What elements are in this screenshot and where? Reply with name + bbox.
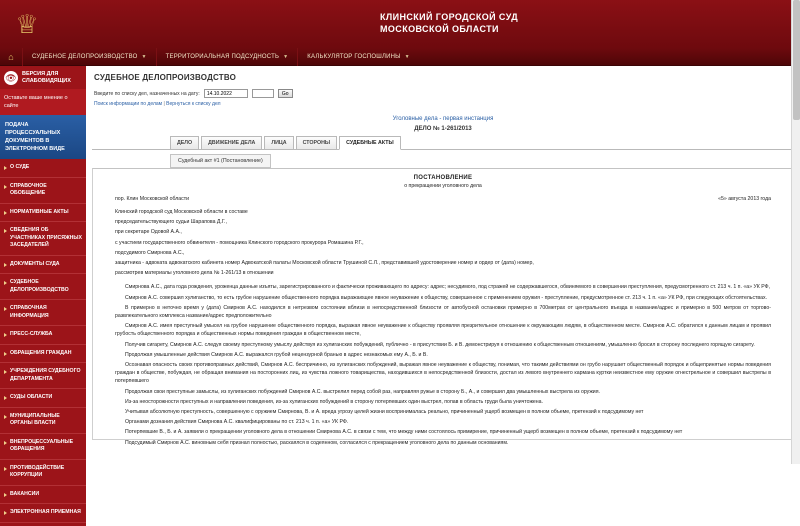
document-body-line: Смирнов А.С. совершил хулиганство, то есть грубое нарушение общественного порядка выражающее явное неуважение к обществу, совершенное с применением оружия - преступление, предусмотренное ст. 213 ч. 1 п. «а» УК РФ, при следующих обстоятельствах. — [125, 294, 768, 301]
link-separator: | — [163, 101, 165, 107]
sidebar-item-label: СПРАВОЧНОЕ ОБОБЩЕНИЕ — [10, 182, 47, 196]
sidebar-item-label: СВЕДЕНИЯ ОБ УЧАСТНИКАХ ПРИСЯЖНЫХ ЗАСЕДАТЕЛЕЙ — [10, 227, 82, 248]
sidebar-item-elektronnaya-priemnaya[interactable] — [0, 504, 86, 523]
banner-line3: ДОКУМЕНТОВ В — [5, 138, 50, 144]
sidebar-item-prisyazhnye-zasedateli[interactable] — [0, 222, 86, 256]
sidebar-item-label: ПРЕСС-СЛУЖБА — [10, 331, 53, 337]
case-tabs[interactable] — [92, 137, 794, 150]
tab-storony[interactable]: СТОРОНЫ — [296, 136, 338, 149]
chevron-down-icon: ▼ — [404, 53, 410, 60]
tab-dvizhenie-dela[interactable]: ДВИЖЕНИЕ ДЕЛА — [201, 136, 262, 149]
document-body-line: Смирнов А.С. имея преступный умысел на грубое нарушение общественного порядка, выражая явное неуважение к обществу проявляя презрительное отношение к окружающим людям, в общественном месте. Смирнов А.С. обратился к данным лицам и проявил грубость общественного порядка и общественных нормы поведения граждан в общественном месте, — [115, 323, 771, 338]
tab-delo[interactable]: ДЕЛО — [170, 136, 199, 149]
page-body — [0, 66, 800, 515]
document-title: ПОСТАНОВЛЕНИЕ — [413, 175, 473, 181]
sidebar-item-label: СУДЕБНОЕ ДЕЛОПРОИЗВОДСТВО — [10, 279, 69, 293]
menu-item-label: ТЕРРИТОРИАЛЬНАЯ ПОДСУДНОСТЬ — [165, 53, 280, 60]
sidebar-item-label: ВНЕПРОЦЕССУАЛЬНЫЕ ОБРАЩЕНИЯ — [10, 438, 74, 452]
sidebar-item-label: ЭЛЕКТРОННАЯ ПРИЕМНАЯ — [10, 509, 81, 515]
accessibility-label-line1: ВЕРСИЯ ДЛЯ — [22, 71, 59, 77]
menu-item-kalkulyator-gosposhliny[interactable] — [297, 48, 419, 66]
document-body-line: Смирнова А.С., дата года рождения, уроженца данные изъяты, зарегистрированного и фактически проживающего по адресу: адрес; несудимого, под стражей не содержавшегося, обвиняемого в совершении преступления, предусмотренного ст. 213 ч. 1 п. «а» УК РФ, — [125, 284, 771, 291]
sidebar-item-sudebnyy-departament[interactable] — [0, 363, 86, 389]
main-content — [86, 66, 800, 464]
document-head-line: рассмотрев материалы уголовного дела № 1-261/13 в отношении — [115, 270, 274, 277]
document-body-line: Потерпевшие В., Б. и А. заявили о прекращении уголовного дела в отношении Смирнова А.С. в связи с тем, что между ними состоялось примирение, причиненный ущерб возмещен в полном объеме, претензий к подсудимому нет — [125, 429, 683, 436]
menu-item-label: КАЛЬКУЛЯТОР ГОСПОШЛИНЫ — [307, 53, 401, 60]
document-body-line: Продолжая умышленные действия Смирнов А.С. выражался грубой нецензурной бранью в адрес незнакомых ему А., Б. и В. — [125, 351, 428, 358]
search-number-input[interactable] — [252, 89, 274, 98]
document-body-line: Из-за неосторожности преступных и направлении поведения, из-за хулиганских побуждений в сторону потерпевших один выстрел, попав в область груди была уничтожена. — [125, 398, 543, 405]
link-vernutsya-k-spisku[interactable]: Вернуться к списку дел — [166, 101, 221, 107]
scrollbar-thumb[interactable] — [793, 0, 800, 120]
main-menu[interactable] — [0, 48, 800, 66]
court-title-line1: КЛИНСКИЙ ГОРОДСКОЙ СУД — [380, 12, 519, 22]
chevron-down-icon: ▼ — [141, 53, 147, 60]
sidebar-item-dokumenty-suda[interactable] — [0, 256, 86, 275]
breadcrumb[interactable]: Уголовные дела - первая инстанция — [392, 116, 494, 122]
document-viewer — [92, 168, 794, 446]
document-body-line: Продолжая свои преступные замыслы, из хулиганских побуждений Смирнов А.С. выстрелил перед собой раз, направляя ружье в сторону Б., А., и совершил два умышленных выстрела из оружия. — [125, 388, 600, 395]
sidebar-item-press-sluzhba[interactable] — [0, 326, 86, 345]
case-date-search[interactable] — [92, 87, 794, 98]
sidebar — [0, 66, 86, 515]
sidebar-item-label: УЧРЕЖДЕНИЯ СУДЕБНОГО ДЕПАРТАМЕНТА — [10, 368, 81, 382]
subtab-sudebnyy-akt-1[interactable]: Судебный акт #1 (Постановление) — [170, 154, 271, 168]
sidebar-item-label: ОБРАЩЕНИЯ ГРАЖДАН — [10, 349, 72, 356]
document-body-line: Учитывая абсолютную преступность, совершенную с оружием Смирнова, В. и А. вреда угрозу целей жизни воспринималась реально, причиненный ущерб возмещен в полном объеме, претензий к подсудимому нет — [125, 409, 644, 416]
tab-lica[interactable]: ЛИЦА — [264, 136, 293, 149]
sub-links[interactable] — [92, 98, 794, 107]
home-icon[interactable]: ⌂ — [8, 51, 14, 62]
tab-sudebnye-akty[interactable]: СУДЕБНЫЕ АКТЫ — [339, 136, 401, 150]
document-head-line: Клинский городской суд Московской области в составе — [115, 209, 248, 215]
leave-review-link[interactable]: Оставьте ваше мнение о сайте — [0, 89, 86, 115]
sidebar-item-protivodeystvie-korrupcii[interactable] — [0, 460, 86, 486]
page-title — [380, 11, 518, 35]
sidebar-item-obrashcheniya-grazhdan[interactable] — [0, 345, 86, 364]
document-place: пор. Клин Московской области — [115, 196, 190, 202]
case-number: ДЕЛО № 1-261/2013 — [414, 126, 472, 132]
sidebar-item-label: ПРОТИВОДЕЙСТВИЕ КОРРУПЦИИ — [10, 464, 65, 478]
sidebar-item-label: СУДЫ ОБЛАСТИ — [10, 394, 53, 400]
site-header — [0, 0, 800, 48]
sidebar-nav — [0, 159, 86, 526]
document-subtabs[interactable] — [92, 154, 794, 168]
document-head-line: с участием государственного обвинителя - помощника Клинского городского прокурора Ромашина Р.Г., — [115, 239, 364, 246]
document-subtitle: о прекращении уголовного дела — [404, 183, 482, 189]
sidebar-item-label: МУНИЦИПАЛЬНЫЕ ОРГАНЫ ВЛАСТИ — [10, 412, 60, 426]
sidebar-item-label: СПРАВОЧНАЯ ИНФОРМАЦИЯ — [10, 305, 49, 319]
chevron-down-icon: ▼ — [283, 53, 289, 60]
document-place-date — [115, 195, 771, 203]
document-date: «5» августа 2013 года — [718, 196, 771, 202]
banner-line2: ПРОЦЕССУАЛЬНЫХ — [5, 130, 61, 136]
sidebar-item-spravochnaya-informaciya[interactable] — [0, 300, 86, 326]
accessibility-label-line2: СЛАБОВИДЯЩИХ — [22, 78, 71, 84]
court-title-line2: МОСКОВСКОЙ ОБЛАСТИ — [380, 24, 499, 34]
document-body-line: В примерно в неточно время у (дата) Смирнов А.С. находился в нетрезвом состоянии вблизи в непосредственной близости от автобусной остановки примерно в 700метрах от центрального въезда в название/адрес и примерно в 500 метров от торгово-развлекательного комплекса название/адрес предположительно — [115, 304, 771, 320]
search-go-button[interactable]: Go — [278, 89, 293, 98]
banner-line1: ПОДАЧА — [5, 122, 29, 128]
menu-item-sudebnoe-deloproizvodstvo[interactable] — [22, 48, 156, 66]
banner-line4: ЭЛЕКТРОННОМ ВИДЕ — [5, 146, 65, 152]
sidebar-item-sudebnoe-deloproizvodstvo[interactable] — [0, 274, 86, 300]
sidebar-item-normativnye-akty[interactable] — [0, 204, 86, 223]
document-body-line: Получив сигарету, Смирнов А.С. следуя своему преступному умыслу действуя из хулиганских побуждений, публично - в присутствии Б. и В. демонстрируя к отношению к общественным отношениям, умышленно бросил в сторону последнего горящую сигарету. — [125, 341, 755, 348]
sidebar-item-vakansii[interactable] — [0, 486, 86, 505]
document-body-line: Осознавая опасность своих противоправных действий, Смирнов А.С. беспричинно, из хулиганских побуждений, выражая явное неуважение к обществу, понимая, что такими действиями он грубо нарушает общественный порядок и общепринятые нормы поведения граждан в обществе, побуждая, не обращая внимания на посторонних лиц, из чувства ложного товарищества, находившихся в непосредственной близости, достал из левого внутреннего кармана куртки неизвестное ему оружие огнестрельное и совершил выстрелы в потерпевшего — [115, 362, 771, 385]
sidebar-item-label: ДОКУМЕНТЫ СУДА — [10, 260, 60, 267]
section-title: СУДЕБНОЕ ДЕЛОПРОИЗВОДСТВО — [94, 73, 237, 82]
sidebar-item-spravochnoe-obobshchenie[interactable] — [0, 178, 86, 204]
document-head-line: при секретаре Одовой А.А., — [115, 229, 182, 236]
sidebar-item-vneprocessualnye-obrashcheniya[interactable] — [0, 434, 86, 460]
document-head-line: подсудимого Смирнова А.С., — [115, 249, 185, 256]
sidebar-item-label: НОРМАТИВНЫЕ АКТЫ — [10, 208, 69, 215]
menu-item-territorialnaya-podsudnost[interactable] — [156, 48, 298, 66]
menu-item-label: СУДЕБНОЕ ДЕЛОПРОИЗВОДСТВО — [32, 53, 138, 60]
page-scrollbar[interactable] — [791, 0, 800, 464]
russian-coat-of-arms-icon: ♕ — [15, 9, 39, 39]
link-poisk-informacii[interactable]: Поиск информации по делам — [94, 101, 163, 107]
document-head-line: председательствующего судьи Шарапова Д.Г., — [115, 219, 227, 226]
electronic-documents-banner[interactable] — [0, 115, 86, 159]
document-body-line: Подсудимый Смирнов А.С. виновным себя признал полностью, раскаялся в содеянном, согласился с прекращением уголовного дела по данным основаниям. — [125, 439, 509, 446]
sidebar-item-sudy-oblasti[interactable] — [0, 389, 86, 408]
accessibility-version-button[interactable] — [0, 66, 86, 89]
search-label: Введите по списку дел, назначенных на дату: — [94, 90, 200, 97]
eye-icon: 👁 — [4, 71, 18, 85]
sidebar-item-municipalnye-organy[interactable] — [0, 408, 86, 434]
document-body-line: Органами дознания действия Смирнова А.С. квалифицированы по ст. 213 ч. 1 п. «а» УК РФ. — [125, 419, 349, 426]
document-head-line: защитника - адвоката адвокатского кабинета номер Адвокатской палаты Московской области Трушиной С.Л., представившей удостоверение номер и ордер от (дата) номер, — [115, 260, 534, 267]
search-date-input[interactable] — [204, 89, 248, 98]
sidebar-item-label: ВАКАНСИИ — [10, 490, 40, 497]
sidebar-item-o-sude[interactable] — [0, 159, 86, 178]
sidebar-item-label: О СУДЕ — [10, 164, 30, 170]
